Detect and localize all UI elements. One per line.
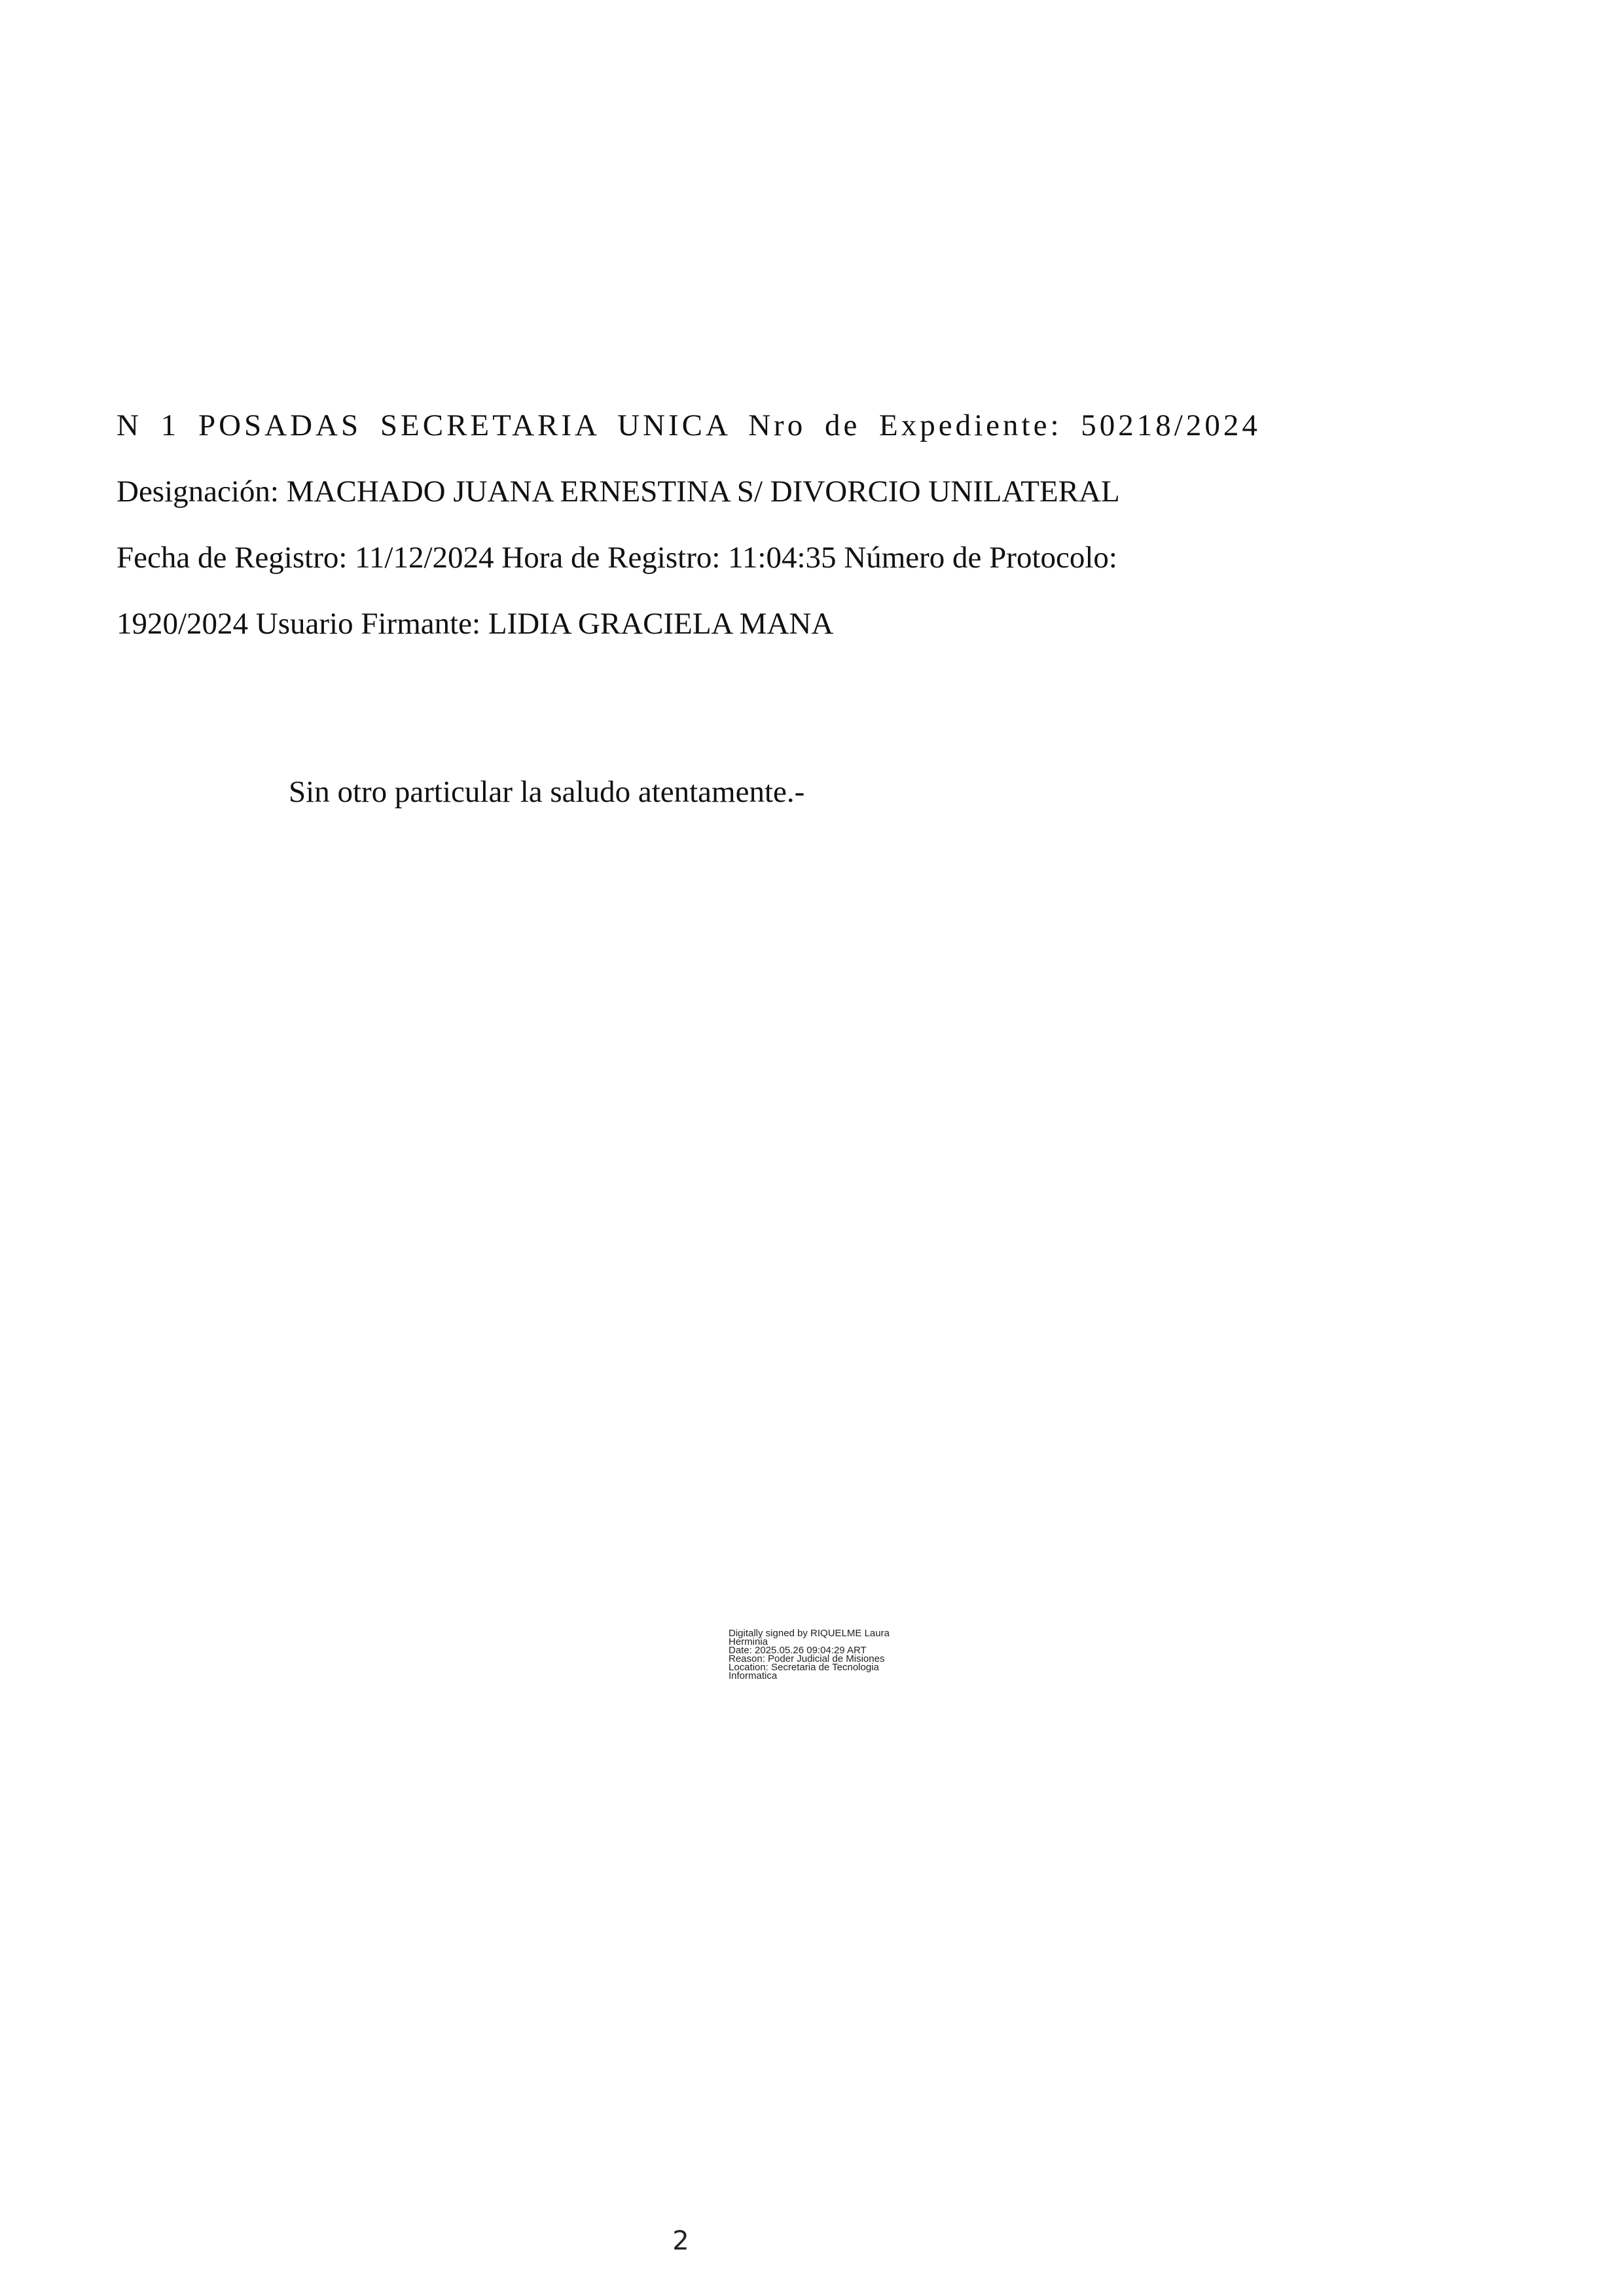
signature-line: Location: Secretaria de Tecnologia	[729, 1662, 879, 1673]
signature-line: Herminia	[729, 1636, 768, 1647]
digital-signature-block	[729, 1629, 890, 1680]
page-number: 2	[672, 2226, 689, 2256]
signature-line: Date: 2025.05.26 09:04:29 ART	[729, 1645, 867, 1656]
document-body	[117, 393, 1261, 657]
signature-line: Reason: Poder Judicial de Misiones	[729, 1653, 885, 1664]
body-line: N 1 POSADAS SECRETARIA UNICA Nro de Expediente: 50218/2024	[117, 408, 1261, 442]
signature-line: Digitally signed by RIQUELME Laura	[729, 1628, 890, 1639]
signature-line: Informatica	[729, 1670, 778, 1681]
body-line: Designación: MACHADO JUANA ERNESTINA S/ DIVORCIO UNILATERAL	[117, 475, 1120, 509]
body-line: Fecha de Registro: 11/12/2024 Hora de Registro: 11:04:35 Número de Protocolo:	[117, 541, 1117, 575]
closing-salutation: Sin otro particular la saludo atentamente.-	[289, 775, 805, 809]
body-line: 1920/2024 Usuario Firmante: LIDIA GRACIELA MANA	[117, 607, 834, 641]
